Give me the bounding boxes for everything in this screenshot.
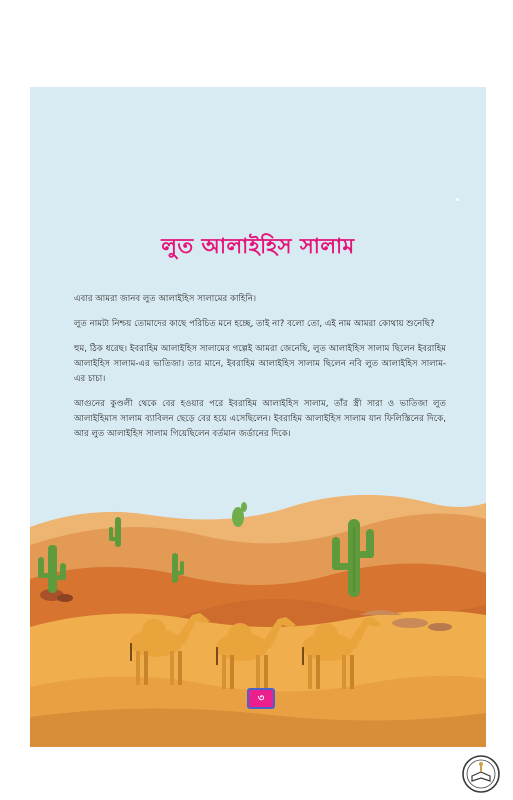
camel [302, 617, 382, 689]
page-number: ৩ [247, 688, 275, 709]
book-page [30, 87, 486, 747]
camel [216, 617, 296, 689]
sparkle-icon [456, 198, 459, 201]
chapter-title: লুত আলাইহিস সালাম [161, 234, 355, 258]
camel [130, 613, 210, 685]
publisher-seal-icon [461, 754, 501, 794]
chapter-body [74, 292, 446, 452]
paragraph: লুত নামটা নিশ্চয় তোমাদের কাছে পরিচিত মনে হচ্ছে, তাই না? বলো তো, এই নাম আমরা কোথায় শুনেছি? [74, 319, 435, 329]
paragraph: আগুনের কুণ্ডলী থেকে বের হওয়ার পরে ইবরাহিম আলাইহিস সালাম, তাঁর স্ত্রী সারা ও ভাতিজা লুত আলাইহিমাস সালাম ব্যাবিলন ছেড়ে বের হয়ে এসেছিলেন। ইবরাহিম আলাইহিস সালাম যান ফিলিস্তিনের দিকে, আর লুত আলাইহিস সালাম গিয়েছিলেন বর্তমান জর্ডানের দিকে। [74, 399, 446, 439]
paragraph: হুম, ঠিক ধরেছ। ইবরাহিম আলাইহিস সালামের গল্পেই আমরা জেনেছি, লুত আলাইহিস সালাম ছিলেন ইবরাহিম আলাইহিস সালাম-এর ভাতিজা। তার মানে, ইবরাহিম আলাইহিস সালাম ছিলেন নবি লুত আলাইহিস সালাম-এর চাচা। [74, 344, 446, 384]
paragraph: এবার আমরা জানব লুত আলাইহিস সালামের কাহিনি। [74, 294, 257, 304]
